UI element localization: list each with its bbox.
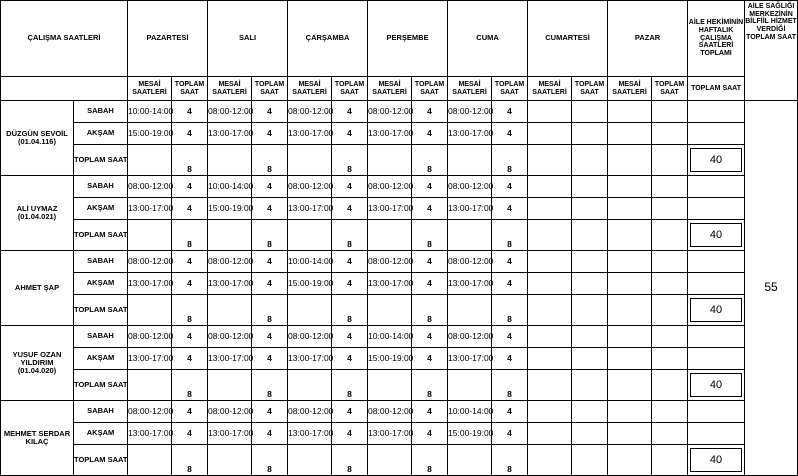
evening-hours-cell: 13:00-17:00 xyxy=(368,198,412,220)
day-total-blank xyxy=(128,220,172,251)
weekly-total-blank xyxy=(688,123,745,145)
evening-count-cell xyxy=(572,198,608,220)
morning-hours-cell xyxy=(608,101,652,123)
weekly-total-value: 40 xyxy=(690,298,742,322)
table-row xyxy=(1,295,798,326)
day-total-hours: 8 xyxy=(412,295,448,326)
evening-count-cell: 4 xyxy=(412,273,448,295)
day-total-blank xyxy=(288,220,332,251)
morning-count-cell xyxy=(652,101,688,123)
morning-hours-cell: 08:00-12:00 xyxy=(128,251,172,273)
day-total-blank xyxy=(448,220,492,251)
weekly-total-value: 40 xyxy=(690,373,742,397)
day-total-blank xyxy=(528,295,572,326)
day-total-hours: 8 xyxy=(252,145,288,176)
evening-hours-cell xyxy=(608,198,652,220)
evening-hours-cell: 13:00-17:00 xyxy=(128,348,172,370)
day-total-hours xyxy=(572,295,608,326)
day-total-blank xyxy=(448,295,492,326)
weekly-total-blank xyxy=(688,326,745,348)
morning-label: SABAH xyxy=(74,176,128,198)
day-total-blank xyxy=(288,145,332,176)
evening-label: AKŞAM xyxy=(74,348,128,370)
morning-count-cell xyxy=(652,326,688,348)
morning-count-cell: 4 xyxy=(412,176,448,198)
evening-count-cell: 4 xyxy=(172,123,208,145)
weekly-total-blank xyxy=(688,401,745,423)
day-total-hours xyxy=(572,370,608,401)
evening-count-cell xyxy=(572,123,608,145)
day-total-hours: 8 xyxy=(492,445,528,476)
evening-hours-cell: 13:00-17:00 xyxy=(448,273,492,295)
day-total-blank xyxy=(288,295,332,326)
day-total-hours: 8 xyxy=(492,295,528,326)
day-header-monday: PAZARTESİ xyxy=(128,1,208,77)
morning-hours-cell xyxy=(528,326,572,348)
evening-hours-cell xyxy=(608,348,652,370)
morning-hours-cell: 08:00-12:00 xyxy=(448,326,492,348)
day-total-hours: 8 xyxy=(492,370,528,401)
morning-hours-cell: 10:00-14:00 xyxy=(368,326,412,348)
morning-hours-cell: 08:00-12:00 xyxy=(368,101,412,123)
evening-hours-cell: 13:00-17:00 xyxy=(128,423,172,445)
day-total-hours: 8 xyxy=(332,220,368,251)
table-row xyxy=(1,370,798,401)
evening-count-cell: 4 xyxy=(332,348,368,370)
evening-count-cell: 4 xyxy=(252,348,288,370)
day-total-blank xyxy=(208,145,252,176)
table-title: ÇALIŞMA SAATLERİ xyxy=(1,1,128,77)
morning-hours-cell: 08:00-12:00 xyxy=(368,176,412,198)
table-row xyxy=(1,101,798,123)
day-header-friday: CUMA xyxy=(448,1,528,77)
table-row xyxy=(1,251,798,273)
doctor-name: MEHMET SERDAR KILAÇ xyxy=(1,401,74,476)
day-total-blank xyxy=(368,445,412,476)
morning-hours-cell: 08:00-12:00 xyxy=(208,251,252,273)
subhead-hours-0: MESAİ SAATLERİ xyxy=(128,77,172,101)
day-total-hours: 8 xyxy=(492,220,528,251)
evening-label: AKŞAM xyxy=(74,273,128,295)
day-total-blank xyxy=(288,445,332,476)
day-total-blank xyxy=(208,295,252,326)
weekly-total-cell xyxy=(688,445,745,476)
day-header-tuesday: SALI xyxy=(208,1,288,77)
doctor-name: AHMET ŞAP xyxy=(1,251,74,326)
evening-hours-cell: 13:00-17:00 xyxy=(208,423,252,445)
day-total-hours xyxy=(652,295,688,326)
morning-label: SABAH xyxy=(74,401,128,423)
day-total-hours: 8 xyxy=(172,295,208,326)
morning-hours-cell: 08:00-12:00 xyxy=(128,176,172,198)
morning-hours-cell: 08:00-12:00 xyxy=(288,176,332,198)
evening-count-cell: 4 xyxy=(252,123,288,145)
day-total-blank xyxy=(288,370,332,401)
evening-count-cell: 4 xyxy=(252,198,288,220)
doctor-name: ALİ UYMAZ (01.04.021) xyxy=(1,176,74,251)
morning-hours-cell: 08:00-12:00 xyxy=(448,101,492,123)
morning-count-cell: 4 xyxy=(412,401,448,423)
morning-hours-cell xyxy=(608,401,652,423)
day-total-blank xyxy=(128,370,172,401)
morning-hours-cell: 08:00-12:00 xyxy=(208,401,252,423)
morning-count-cell: 4 xyxy=(172,326,208,348)
day-total-hours: 8 xyxy=(412,370,448,401)
day-total-blank xyxy=(128,445,172,476)
subhead-hours-4: MESAİ SAATLERİ xyxy=(448,77,492,101)
day-header-sunday: PAZAR xyxy=(608,1,688,77)
morning-count-cell: 4 xyxy=(412,251,448,273)
morning-count-cell: 4 xyxy=(172,251,208,273)
subhead-total-0: TOPLAM SAAT xyxy=(172,77,208,101)
day-total-blank xyxy=(128,295,172,326)
morning-hours-cell: 08:00-12:00 xyxy=(208,326,252,348)
day-total-hours: 8 xyxy=(252,370,288,401)
morning-hours-cell: 08:00-12:00 xyxy=(288,401,332,423)
evening-label: AKŞAM xyxy=(74,423,128,445)
day-total-blank xyxy=(368,220,412,251)
weekly-total-value: 40 xyxy=(690,448,742,472)
subhead-hours-5: MESAİ SAATLERİ xyxy=(528,77,572,101)
day-total-blank xyxy=(208,370,252,401)
total-label: TOPLAM SAAT xyxy=(74,220,128,251)
morning-count-cell: 4 xyxy=(492,401,528,423)
weekly-total-blank xyxy=(688,101,745,123)
morning-hours-cell xyxy=(528,176,572,198)
doctor-name: YUSUF OZAN YILDIRIM (01.04.020) xyxy=(1,326,74,401)
morning-hours-cell: 08:00-12:00 xyxy=(448,176,492,198)
evening-hours-cell: 13:00-17:00 xyxy=(208,348,252,370)
day-total-hours: 8 xyxy=(172,145,208,176)
day-total-hours xyxy=(652,220,688,251)
evening-count-cell: 4 xyxy=(332,123,368,145)
evening-count-cell xyxy=(652,123,688,145)
evening-hours-cell: 13:00-17:00 xyxy=(128,273,172,295)
morning-hours-cell xyxy=(528,251,572,273)
evening-hours-cell: 13:00-17:00 xyxy=(288,423,332,445)
evening-hours-cell xyxy=(528,198,572,220)
subhead-hours-3: MESAİ SAATLERİ xyxy=(368,77,412,101)
weekly-total-cell xyxy=(688,295,745,326)
doctor-name: DÜZGÜN SEVOİL (01.04.116) xyxy=(1,101,74,176)
weekly-total-blank xyxy=(688,348,745,370)
table-row xyxy=(1,176,798,198)
evening-count-cell: 4 xyxy=(252,423,288,445)
morning-count-cell: 4 xyxy=(172,401,208,423)
morning-count-cell xyxy=(572,326,608,348)
day-total-blank xyxy=(608,220,652,251)
weekly-total-blank xyxy=(688,423,745,445)
morning-label: SABAH xyxy=(74,251,128,273)
evening-hours-cell xyxy=(528,123,572,145)
morning-count-cell: 4 xyxy=(252,401,288,423)
day-total-blank xyxy=(608,295,652,326)
subhead-hours-1: MESAİ SAATLERİ xyxy=(208,77,252,101)
day-total-blank xyxy=(608,445,652,476)
day-total-hours xyxy=(652,145,688,176)
morning-hours-cell: 08:00-12:00 xyxy=(128,401,172,423)
day-total-blank xyxy=(368,370,412,401)
table-row xyxy=(1,348,798,370)
morning-hours-cell xyxy=(608,326,652,348)
day-total-hours: 8 xyxy=(252,220,288,251)
morning-count-cell xyxy=(572,176,608,198)
day-total-hours: 8 xyxy=(332,295,368,326)
morning-count-cell xyxy=(652,176,688,198)
morning-count-cell: 4 xyxy=(492,101,528,123)
morning-hours-cell: 08:00-12:00 xyxy=(288,326,332,348)
evening-hours-cell: 15:00-19:00 xyxy=(208,198,252,220)
evening-count-cell: 4 xyxy=(332,423,368,445)
evening-count-cell: 4 xyxy=(492,423,528,445)
evening-label: AKŞAM xyxy=(74,198,128,220)
weekly-total-value: 40 xyxy=(690,148,742,172)
morning-hours-cell: 08:00-12:00 xyxy=(208,101,252,123)
evening-label: AKŞAM xyxy=(74,123,128,145)
evening-hours-cell: 13:00-17:00 xyxy=(368,123,412,145)
table-row xyxy=(1,326,798,348)
table-row xyxy=(1,145,798,176)
weekly-total-blank xyxy=(688,273,745,295)
day-total-blank xyxy=(448,445,492,476)
subhead-total-4: TOPLAM SAAT xyxy=(492,77,528,101)
weekly-total-cell xyxy=(688,145,745,176)
table-row xyxy=(1,123,798,145)
subhead-blank xyxy=(1,77,128,101)
weekly-total-blank xyxy=(688,176,745,198)
evening-hours-cell: 13:00-17:00 xyxy=(288,123,332,145)
subhead-total-5: TOPLAM SAAT xyxy=(572,77,608,101)
day-total-blank xyxy=(608,370,652,401)
morning-count-cell: 4 xyxy=(172,101,208,123)
evening-count-cell: 4 xyxy=(172,348,208,370)
day-total-hours: 8 xyxy=(332,145,368,176)
subhead-total-3: TOPLAM SAAT xyxy=(412,77,448,101)
evening-count-cell: 4 xyxy=(492,123,528,145)
evening-count-cell: 4 xyxy=(492,273,528,295)
day-total-blank xyxy=(128,145,172,176)
weekly-total-value: 40 xyxy=(690,223,742,247)
evening-count-cell xyxy=(572,423,608,445)
evening-hours-cell: 13:00-17:00 xyxy=(208,273,252,295)
morning-count-cell: 4 xyxy=(412,101,448,123)
subhead-total-2: TOPLAM SAAT xyxy=(332,77,368,101)
table-row xyxy=(1,220,798,251)
evening-hours-cell: 13:00-17:00 xyxy=(208,123,252,145)
morning-count-cell xyxy=(652,401,688,423)
evening-count-cell xyxy=(652,423,688,445)
day-total-blank xyxy=(528,220,572,251)
evening-hours-cell: 13:00-17:00 xyxy=(368,423,412,445)
day-total-hours: 8 xyxy=(412,445,448,476)
morning-count-cell xyxy=(652,251,688,273)
morning-count-cell xyxy=(572,101,608,123)
total-label: TOPLAM SAAT xyxy=(74,370,128,401)
day-total-hours: 8 xyxy=(492,145,528,176)
morning-count-cell: 4 xyxy=(492,176,528,198)
day-total-blank xyxy=(448,370,492,401)
day-total-blank xyxy=(448,145,492,176)
morning-count-cell: 4 xyxy=(412,326,448,348)
morning-hours-cell: 10:00-14:00 xyxy=(128,101,172,123)
morning-count-cell xyxy=(572,401,608,423)
day-total-hours: 8 xyxy=(412,145,448,176)
evening-count-cell: 4 xyxy=(172,273,208,295)
evening-hours-cell xyxy=(608,273,652,295)
weekly-total-cell xyxy=(688,220,745,251)
evening-count-cell: 4 xyxy=(332,273,368,295)
weekly-total-blank xyxy=(688,198,745,220)
morning-hours-cell xyxy=(528,401,572,423)
morning-label: SABAH xyxy=(74,326,128,348)
morning-count-cell: 4 xyxy=(172,176,208,198)
evening-hours-cell: 13:00-17:00 xyxy=(448,198,492,220)
table-row xyxy=(1,423,798,445)
morning-label: SABAH xyxy=(74,101,128,123)
morning-count-cell xyxy=(572,251,608,273)
weekly-total-blank xyxy=(688,251,745,273)
evening-count-cell: 4 xyxy=(172,198,208,220)
morning-hours-cell: 08:00-12:00 xyxy=(448,251,492,273)
evening-count-cell xyxy=(652,198,688,220)
subhead-hours-2: MESAİ SAATLERİ xyxy=(288,77,332,101)
day-total-hours xyxy=(652,445,688,476)
evening-hours-cell: 13:00-17:00 xyxy=(448,348,492,370)
evening-hours-cell xyxy=(528,423,572,445)
weekly-total-sub: TOPLAM SAAT xyxy=(688,77,745,101)
day-total-hours: 8 xyxy=(172,220,208,251)
evening-hours-cell xyxy=(528,348,572,370)
evening-count-cell: 4 xyxy=(492,348,528,370)
day-total-hours xyxy=(572,445,608,476)
table-row xyxy=(1,273,798,295)
day-total-blank xyxy=(368,145,412,176)
evening-count-cell xyxy=(572,348,608,370)
evening-count-cell xyxy=(652,348,688,370)
day-total-hours: 8 xyxy=(252,295,288,326)
day-header-wednesday: ÇARŞAMBA xyxy=(288,1,368,77)
total-label: TOPLAM SAAT xyxy=(74,295,128,326)
evening-count-cell: 4 xyxy=(412,423,448,445)
day-total-hours: 8 xyxy=(172,370,208,401)
evening-hours-cell xyxy=(608,123,652,145)
morning-count-cell: 4 xyxy=(252,176,288,198)
evening-hours-cell: 15:00-19:00 xyxy=(448,423,492,445)
day-total-hours xyxy=(572,145,608,176)
evening-count-cell: 4 xyxy=(332,198,368,220)
total-label: TOPLAM SAAT xyxy=(74,445,128,476)
day-total-blank xyxy=(608,145,652,176)
evening-hours-cell: 13:00-17:00 xyxy=(368,273,412,295)
day-total-blank xyxy=(368,295,412,326)
day-total-blank xyxy=(208,220,252,251)
day-total-hours xyxy=(572,220,608,251)
evening-count-cell: 4 xyxy=(172,423,208,445)
day-total-hours: 8 xyxy=(412,220,448,251)
morning-count-cell: 4 xyxy=(252,101,288,123)
morning-hours-cell xyxy=(528,101,572,123)
evening-hours-cell: 13:00-17:00 xyxy=(288,198,332,220)
day-total-hours: 8 xyxy=(252,445,288,476)
day-total-hours xyxy=(652,370,688,401)
morning-count-cell: 4 xyxy=(492,326,528,348)
day-total-blank xyxy=(528,445,572,476)
evening-hours-cell: 15:00-19:00 xyxy=(368,348,412,370)
morning-hours-cell xyxy=(608,251,652,273)
morning-count-cell: 4 xyxy=(252,326,288,348)
table-row xyxy=(1,401,798,423)
table-row xyxy=(1,198,798,220)
center-total-value: 55 xyxy=(745,101,798,476)
day-header-saturday: CUMARTESİ xyxy=(528,1,608,77)
evening-hours-cell: 13:00-17:00 xyxy=(128,198,172,220)
day-total-blank xyxy=(208,445,252,476)
morning-hours-cell: 10:00-14:00 xyxy=(448,401,492,423)
subhead-total-1: TOPLAM SAAT xyxy=(252,77,288,101)
evening-hours-cell: 15:00-19:00 xyxy=(128,123,172,145)
evening-count-cell xyxy=(572,273,608,295)
morning-hours-cell: 08:00-12:00 xyxy=(288,101,332,123)
evening-count-cell: 4 xyxy=(412,123,448,145)
evening-count-cell: 4 xyxy=(492,198,528,220)
center-total-header: AİLE SAĞLIĞI MERKEZİNİN BİLFİİL HİZMET VERDİĞİ TOPLAM SAAT xyxy=(745,1,798,101)
day-total-blank xyxy=(528,145,572,176)
weekly-total-header: AİLE HEKİMİNİN HAFTALIK ÇALIŞMA SAATLERİ TOPLAMI xyxy=(688,1,745,77)
evening-count-cell: 4 xyxy=(252,273,288,295)
evening-hours-cell: 15:00-19:00 xyxy=(288,273,332,295)
evening-hours-cell xyxy=(608,423,652,445)
table-row xyxy=(1,445,798,476)
day-total-hours: 8 xyxy=(332,370,368,401)
morning-count-cell: 4 xyxy=(252,251,288,273)
evening-hours-cell xyxy=(528,273,572,295)
morning-hours-cell: 10:00-14:00 xyxy=(288,251,332,273)
evening-hours-cell: 13:00-17:00 xyxy=(288,348,332,370)
morning-count-cell: 4 xyxy=(332,251,368,273)
morning-hours-cell: 08:00-12:00 xyxy=(368,401,412,423)
day-total-hours: 8 xyxy=(332,445,368,476)
day-total-hours: 8 xyxy=(172,445,208,476)
morning-count-cell: 4 xyxy=(332,101,368,123)
subhead-hours-6: MESAİ SAATLERİ xyxy=(608,77,652,101)
day-header-thursday: PERŞEMBE xyxy=(368,1,448,77)
total-label: TOPLAM SAAT xyxy=(74,145,128,176)
morning-hours-cell xyxy=(608,176,652,198)
weekly-total-cell xyxy=(688,370,745,401)
morning-hours-cell: 08:00-12:00 xyxy=(368,251,412,273)
evening-count-cell: 4 xyxy=(412,348,448,370)
evening-count-cell xyxy=(652,273,688,295)
morning-count-cell: 4 xyxy=(332,326,368,348)
evening-hours-cell: 13:00-17:00 xyxy=(448,123,492,145)
day-total-blank xyxy=(528,370,572,401)
morning-hours-cell: 08:00-12:00 xyxy=(128,326,172,348)
evening-count-cell: 4 xyxy=(412,198,448,220)
morning-count-cell: 4 xyxy=(332,176,368,198)
morning-count-cell: 4 xyxy=(332,401,368,423)
subhead-total-6: TOPLAM SAAT xyxy=(652,77,688,101)
morning-count-cell: 4 xyxy=(492,251,528,273)
morning-hours-cell: 10:00-14:00 xyxy=(208,176,252,198)
